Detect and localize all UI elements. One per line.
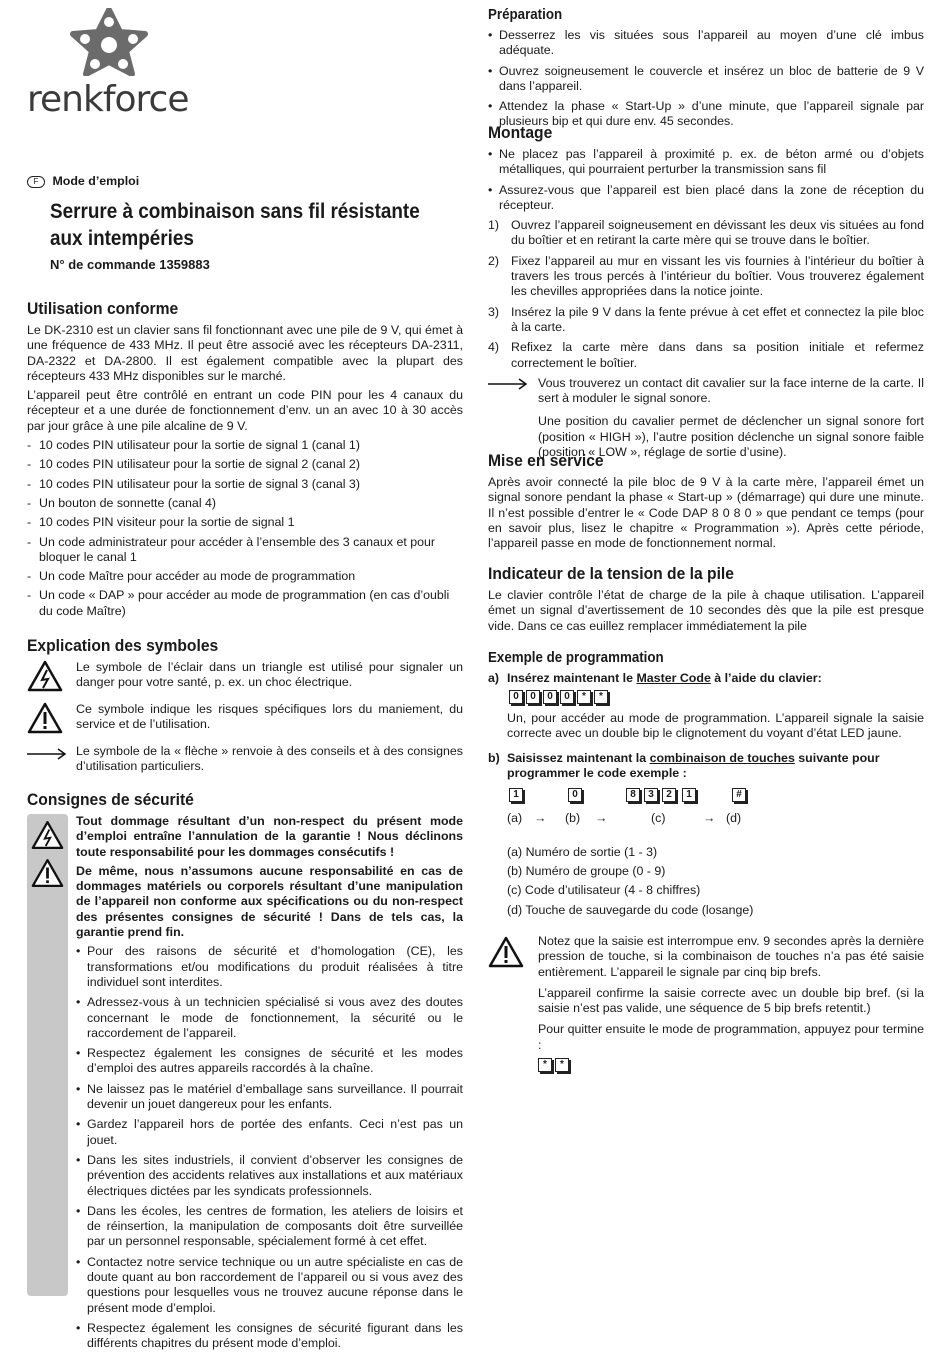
exclamation-warning-icon [488, 936, 524, 972]
key-hash: # [732, 788, 746, 802]
section-preparation [488, 6, 924, 135]
section-symboles [27, 636, 463, 786]
symbol-exclamation: Ce symbole indique les risques spécifiques lors du maniement, du service et de l’utilisation. [27, 702, 463, 734]
list-item: • Assurez-vous que l’appareil est bien placé dans la zone de réception du récepteur. [488, 183, 924, 214]
heading-indicateur: Indicateur de la tension de la pile [488, 564, 734, 583]
list-item: - 10 codes PIN visiteur pour la sortie de signal 1 [27, 515, 463, 530]
symbol-lightning: Le symbole de l’éclair dans un triangle est utilisé pour signaler un danger pour votre santé, p. ex. un choc électrique. [27, 660, 463, 692]
list-item: • Dans les écoles, les centres de formation, les ateliers de loisirs et de réinsertion, la manipulation de composants doit être surveillée par un personnel responsable, spécialement formé à cet effet. [76, 1204, 463, 1250]
list-item: - Un code Maître pour accéder au mode de programmation [27, 569, 463, 584]
list-item: • Contactez notre service technique ou un autre spécialiste en cas de doute quant au bon raccordement de l’appareil ou si vous avez des questions pour lesquelles vous ne trouvez aucune réponse dans le présent mode d’emploi. [76, 1255, 463, 1316]
utilisation-list [27, 438, 463, 619]
example-step-b: b) Saisissez maintenant la combinaison de touches suivante pour programmer le code exemple : 1 0 8 3 2 1 # (a) → (b) → (c) → (d) (a) Numéro de sortie (1 - 3) (b) Numéro de groupe (0 - 9) (c) Code d’utilisateur (4 - 8 chiffres) (d) Touche de sauvegarde du code (losange) [488, 751, 924, 918]
montage-steps [488, 218, 924, 371]
keypad-sequence [507, 785, 924, 807]
star-logo-icon [69, 8, 149, 76]
list-item: (c) Code d’utilisateur (4 - 8 chiffres) [507, 883, 701, 898]
brand-name: renkforce [27, 79, 189, 120]
list-item: • Ne laissez pas le matériel d’emballage sans surveillance. Il pourrait devenir un jouet dangereux pour les enfants. [76, 1082, 463, 1113]
arrow-right-icon [27, 748, 67, 764]
key-star: * [594, 690, 608, 704]
key-0: 0 [543, 690, 557, 704]
lightning-warning-icon [27, 660, 63, 696]
section-securite [27, 790, 463, 1357]
list-item: • Ouvrez soigneusement le couvercle et insérez un bloc de batterie de 9 V dans l’appareil. [488, 64, 924, 95]
symbol-arrow: Le symbole de la « flèche » renvoie à des conseils et à des consignes d’utilisation particuliers. [27, 744, 463, 776]
list-item: 4) Refixez la carte mère dans dans sa position initiale et refermez correctement le boîtier. [488, 340, 924, 370]
heading-exemple: Exemple de programmation [488, 650, 664, 666]
exclamation-warning-icon [31, 858, 64, 888]
legend-list [507, 845, 924, 918]
list-item: 1) Ouvrez l’appareil soigneusement en dévissant les deux vis situées au fond du boîtier et en retirant la carte mère qui se trouve dans le boîtier. [488, 218, 924, 248]
list-item: • Gardez l’appareil hors de portée des enfants. Ceci n’est pas un jouet. [76, 1117, 463, 1148]
list-item: - 10 codes PIN utilisateur pour la sortie de signal 2 (canal 2) [27, 457, 463, 472]
list-item: • Respectez également les consignes de sécurité figurant dans les différents chapitres du présent mode d’emploi. [76, 1321, 463, 1352]
order-number: N° de commande 1359883 [50, 257, 210, 272]
key-1: 1 [509, 788, 523, 802]
list-item: - Un bouton de sonnette (canal 4) [27, 496, 463, 511]
section-exemple [488, 649, 924, 1072]
key-0: 0 [568, 788, 582, 802]
utilisation-p1: Le DK-2310 est un clavier sans fil fonctionnant avec une pile de 9 V, qui émet à une fréquence de 433 MHz. Il peut être associé avec les récepteurs DA-2311, DA-2322 et DA-2800. Il est également compatible avec la plupart des récepteurs 433 MHz disponibles sur le marché. [27, 323, 463, 383]
language-badge: F [27, 176, 45, 188]
utilisation-p2: L’appareil peut être contrôlé en entrant un code PIN pour les 4 canaux du récepteur et a une durée de fonctionnement d’env. un an avec 10 à 30 accès par jour grâce à une pile alcaline de 9 V. [27, 388, 463, 433]
montage-bullets [488, 147, 924, 213]
example-step-a: a) Insérez maintenant le Master Code à l’aide du clavier: 0 0 0 0 * * Un, pour accéder au mode de programmation. L’appareil signale la saisie correcte avec un double bip le clignotement du voyant d’état LED jaune. [488, 671, 924, 740]
safety-sidebar [27, 814, 68, 1296]
programming-warning: Notez que la saisie est interrompue env. 9 secondes après la dernière pression de touche, si la combinaison de touches n’a pas été saisie entièrement. L’appareil le signale par cinq bip brefs. L’appareil confirme la saisie correcte avec un double bip bref. (si la saisie n’est pas valide, une séquence de 5 bip brefs retentit.) Pour quitter ensuite le mode de programmation, appuyez pour termine : * * [488, 934, 924, 1072]
document-title: Serrure à combinaison sans fil résistante aux intempéries [50, 200, 420, 250]
heading-securite: Consignes de sécurité [27, 790, 194, 809]
list-item: (b) Numéro de groupe (0 - 9) [507, 864, 666, 879]
heading-mise-en-service: Mise en service [488, 451, 604, 470]
manual-label: Mode d’emploi [52, 174, 140, 188]
key-star: * [538, 1058, 552, 1072]
section-indicateur: Indicateur de la tension de la pile Le clavier contrôle l’état de charge de la pile à chaque utilisation. L’appareil émet un signal d’avertissement de 10 secondes dès que la pile est presque vide. Dans ce cas euillez remplacer immédiatement la pile [488, 564, 924, 633]
montage-note: Vous trouverez un contact dit cavalier sur la face interne de la carte. Il sert à moduler le signal sonore. Une position du cavalier permet de déclencher un signal sonore fort (position « HIGH »), l’autre position déclenche un signal sonore faible (position « LOW », réglage de sortie d’usine). [488, 376, 924, 460]
safety-warranty-text: Tout dommage résultant d’un non-respect du présent mode d’emploi entraîne l’annulation de la garantie ! Nous déclinons toute responsabilité pour les dommages consécutifs ! [76, 814, 463, 859]
key-8: 8 [626, 788, 640, 802]
list-item: 3) Insérez la pile 9 V dans la fente prévue à cet effet et connectez la pile bloc à la carte. [488, 304, 924, 334]
list-item: • Pour des raisons de sécurité et d’homologation (CE), les transformations et/ou modifications du produit réalisées à titre individuel sont interdites. [76, 944, 463, 990]
list-item: - Un code « DAP » pour accéder au mode de programmation (en cas d’oubli du code Maître) [27, 588, 463, 619]
key-1: 1 [682, 788, 696, 802]
key-0: 0 [509, 690, 523, 704]
key-0: 0 [560, 690, 574, 704]
list-item: • Respectez également les consignes de sécurité et les modes d’emploi des autres appareils raccordés à la chaîne. [76, 1046, 463, 1077]
key-star: * [555, 1058, 569, 1072]
key-markers: (a) → (b) → (c) → (d) [507, 810, 742, 825]
heading-montage: Montage [488, 123, 553, 142]
list-item: • Desserrez les vis situées sous l’appareil au moyen d’une clé imbus adéquate. [488, 28, 924, 59]
safety-list [76, 944, 463, 1351]
list-item: 2) Fixez l’appareil au mur en vissant les vis fournies à l’intérieur du boîtier à travers les trous percés à l’intérieur du boîtier. Vous trouverez également les chevilles appropriées dans la notice jointe. [488, 253, 924, 299]
preparation-list [488, 28, 924, 130]
list-item: • Adressez-vous à un technicien spécialisé si vous avez des doutes concernant le mode de fonctionnement, la sécurité ou le raccordement de l’appareil. [76, 995, 463, 1041]
list-item: (a) Numéro de sortie (1 - 3) [507, 844, 658, 859]
safety-liability-text: De même, nous n’assumons aucune responsabilité en cas de dommages matériels ou corporels résultant d’une manipulation de l’appareil non conforme aux spécifications ou du non-respect des présentes consignes de sécurité ! Dans de tels cas, la garantie prend fin. [76, 863, 463, 940]
arrow-right-icon [488, 378, 528, 394]
key-0: 0 [526, 690, 540, 704]
key-star: * [577, 690, 591, 704]
heading-utilisation: Utilisation conforme [27, 299, 179, 318]
list-item: - Un code administrateur pour accéder à l’ensemble des 3 canaux et pour bloquer le canal 1 [27, 535, 463, 566]
heading-symboles: Explication des symboles [27, 636, 219, 655]
heading-preparation: Préparation [488, 7, 563, 23]
list-item: (d) Touche de sauvegarde du code (losange) [507, 902, 754, 917]
keypad-sequence [509, 689, 924, 704]
list-item: • Dans les sites industriels, il convient d’observer les consignes de prévention des accidents relatives aux installations et aux matériaux électriques dictées par les syndicats professionnels. [76, 1153, 463, 1199]
list-item: • Attendez la phase « Start-Up » d’une minute, que l’appareil signale par plusieurs bip et qui dure env. 45 secondes. [488, 99, 924, 130]
list-item: - 10 codes PIN utilisateur pour la sortie de signal 1 (canal 1) [27, 438, 463, 453]
list-item: • Ne placez pas l’appareil à proximité p. ex. de béton armé ou d’objets métalliques, qui pourraient perturber la transmission sans fil [488, 147, 924, 178]
exclamation-warning-icon [27, 702, 63, 738]
key-2: 2 [662, 788, 676, 802]
section-utilisation [27, 299, 463, 623]
brand-logo [27, 8, 197, 123]
list-item: - 10 codes PIN utilisateur pour la sortie de signal 3 (canal 3) [27, 477, 463, 492]
key-3: 3 [644, 788, 658, 802]
section-mise-en-service: Mise en service Après avoir connecté la pile bloc de 9 V à la carte mère, l’appareil émet un signal sonore pendant la phase « Start-up » (démarrage) qui dure une minute. Il n’est possible d’entrer le « Code DAP 8 0 8 0 » que pendant ce temps (pour en savoir plus, lisez le chapitre « Programmation »). Après cette période, l’appareil passe en mode de fonctionnement normal. [488, 451, 924, 551]
section-montage [488, 123, 924, 464]
manual-header [27, 174, 463, 189]
lightning-warning-icon [31, 820, 64, 850]
keypad-sequence [538, 1057, 924, 1072]
